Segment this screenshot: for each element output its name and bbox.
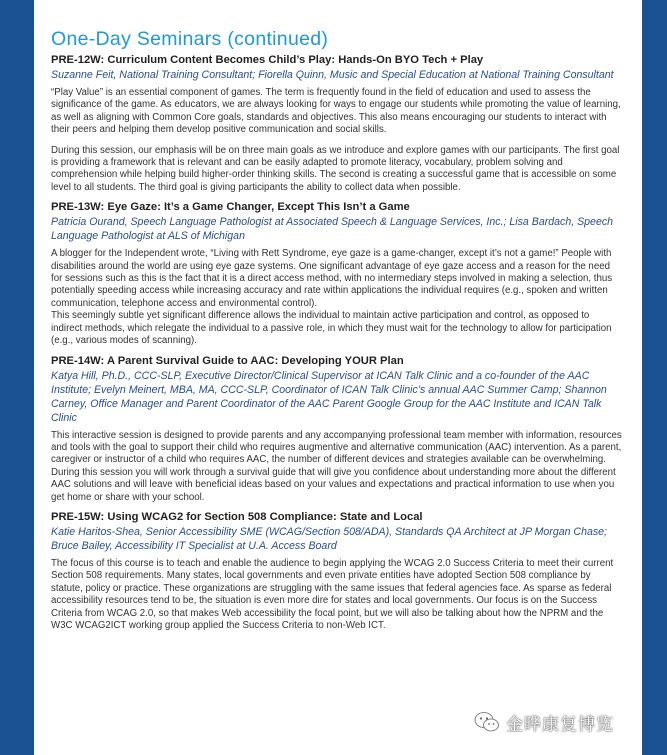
session-pre-15w [51,510,623,632]
page-title: One-Day Seminars (continued) [51,28,329,50]
session-paragraph: The focus of this course is to teach and enable the audience to begin applying the WCAG 2.0 Success Criteria to meet their current Section 508 requirements. Many states, local governments and even private entities have adopted Section 508 compliance by statute, policy or practice. These organizations are struggling with the same issues that federal agencies face. As sparse as federal accessibility resources tend to be, the situation is even more dire for states and local governments. Our focus is on the Success Criteria from WCAG 2.0, so that makes Web accessibility the focal point, but we will also be talking about how the NPRM and the W3C WCAG2ICT working group applied the Success Criteria to non-Web ICT. [51,557,614,631]
session-speakers: Katie Haritos-Shea, Senior Accessibility SME (WCAG/Section 508/ADA), Standards QA Architect at JP Morgan Chase; Bruce Bailey, Accessibility IT Specialist at U.A. Access Board [51,525,608,552]
session-paragraph: During this session, our emphasis will be on three main goals as we introduce and explore games with our participants. The first goal is providing a framework that is relevant and can be easily adapted to promote literacy, vocabulary, problem solving and comprehension while helping build higher-order thinking skills. The second is creating a successful game that is accessible on some level to all students. The third goal is giving participants the ability to collect data when possible. [51,144,620,193]
session-speakers: Katya Hill, Ph.D., CCC-SLP, Executive Director/Clinical Supervisor at ICAN Talk Clinic and a co-founder of the AAC Institute; Evelyn Meinert, MBA, MA, CCC-SLP, Coordinator of ICAN Talk Clinic’s annual AAC Summer Camp; Shannon Carney, Office Manager and Parent Coordinator of the AAC Parent Google Group for the AAC Institute and ICAN Talk Clinic [51,369,607,424]
session-paragraph: A blogger for the Independent wrote, “Living with Rett Syndrome, eye gaze is a game-changer, except it’s not a game!” People with disabilities around the world are using eye gaze systems. One significant advantage of eye gaze access and a reason for the need for sessions such as this is the fact that it is a direct access method, with no intermediary steps involved in making a selection, thus potentially speeding access while increasing accuracy and rate within applications the individual requires (e.g., spoken and written communication, telephone access and environmental control). [51,248,613,309]
session-title: PRE-15W: Using WCAG2 for Section 508 Compliance: State and Local [51,510,423,523]
session-pre-14w [51,354,623,504]
document-page [34,0,642,755]
session-pre-12w [51,53,623,194]
session-paragraph: This seemingly subtle yet significant difference allows the individual to maintain active participation and control, as opposed to indirect methods, which relegate the individual to a passive role, in which they must wait for the technology to allow for participation (e.g., various modes of scanning). [51,310,612,347]
wechat-icon [474,711,500,733]
session-paragraph: This interactive session is designed to provide parents and any accompanying professional team member with information, resources and tools with the goal to support their child who requires augmentive and alternative communication (AAC) intervention. As a parent, caregiver or instructor of a child who requires AAC, the number of different devices and strategies available can be overwhelming. During this session you will work through a survival guide that will give you confidence about understanding more about the different AAC solutions and will leave with beneficial ideas based on your values and expectations and practical information to use when you get home or share with your school. [51,429,622,503]
session-speakers: Suzanne Feit, National Training Consultant; Fiorella Quinn, Music and Special Education at National Training Consultant [51,69,614,81]
session-pre-13w [51,200,623,347]
page-content [51,28,623,632]
session-paragraph: “Play Value” is an essential component of games. The term is frequently found in the field of education and used to assess the significance of the game. As educators, we are always looking for ways to engage our students while promoting the value of learning, as well as aligning with Common Core goals, standards and objectives. This also means encouraging our students to interact with their peers and helping them develop positive communication and social skills. [51,87,621,136]
watermark [474,708,664,736]
session-title: PRE-14W: A Parent Survival Guide to AAC: Developing YOUR Plan [51,354,404,367]
watermark-text: 金晔康复博览 [506,714,614,735]
session-speakers: Patricia Ourand, Speech Language Pathologist at Associated Speech & Language Services, Inc.; Lisa Bardach, Speech Language Pathologist at ALS of Michigan [51,216,614,243]
session-title: PRE-13W: Eye Gaze: It’s a Game Changer, Except This Isn’t a Game [51,201,410,214]
session-title: PRE-12W: Curriculum Content Becomes Child’s Play: Hands-On BYO Tech + Play [51,54,484,66]
